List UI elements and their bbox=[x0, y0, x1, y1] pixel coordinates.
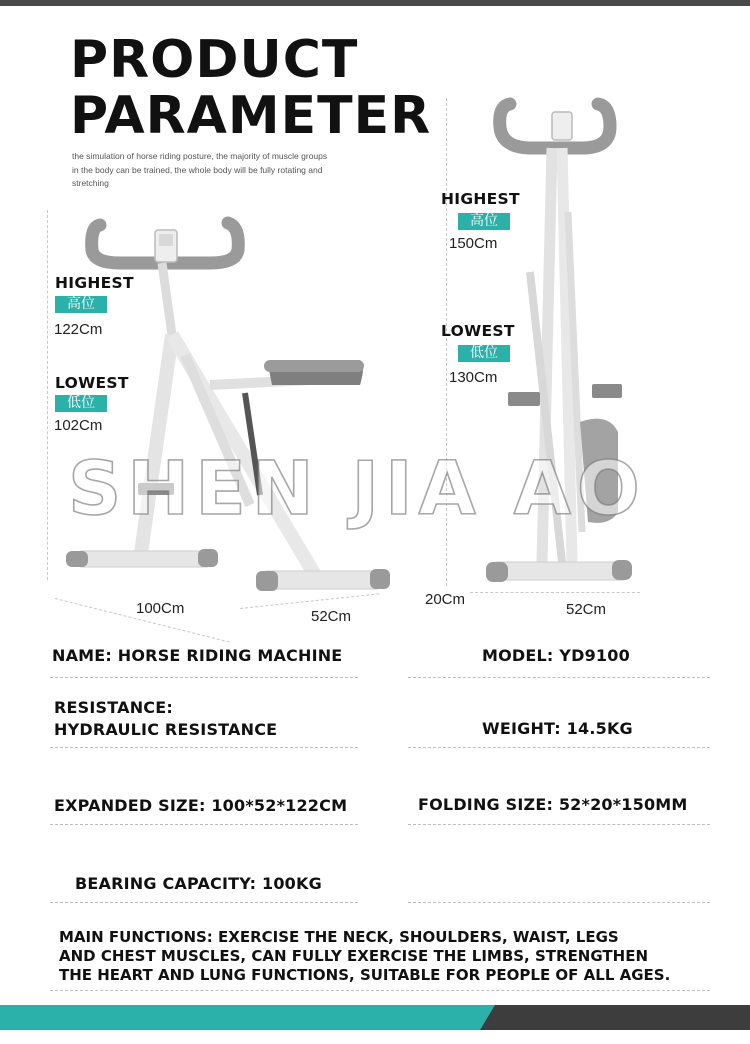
spec-resistance bbox=[54, 697, 277, 741]
spec-expanded-size: EXPANDED SIZE: 100*52*122CM bbox=[54, 796, 348, 815]
spec-model: MODEL: YD9100 bbox=[482, 646, 630, 665]
right-base-guide bbox=[470, 592, 640, 593]
right-width-value: 52Cm bbox=[566, 601, 607, 618]
spec-divider bbox=[50, 824, 358, 825]
spec-weight: WEIGHT: 14.5KG bbox=[482, 719, 633, 738]
main-functions-line2: AND CHEST MUSCLES, CAN FULLY EXERCISE THE LIMBS, STRENGTHEN bbox=[59, 947, 648, 965]
page-title bbox=[70, 32, 431, 144]
right-highest-value: 150Cm bbox=[449, 235, 498, 252]
top-bar bbox=[0, 0, 750, 6]
right-lowest-label: LOWEST bbox=[441, 322, 515, 340]
main-functions-line3: THE HEART AND LUNG FUNCTIONS, SUITABLE FOR PEOPLE OF ALL AGES. bbox=[59, 966, 671, 984]
right-highest-label: HIGHEST bbox=[441, 190, 520, 208]
left-width-value: 52Cm bbox=[311, 608, 352, 625]
expanded-machine-illustration bbox=[60, 205, 400, 615]
main-functions bbox=[59, 928, 719, 985]
right-highest-tag: 高位 bbox=[458, 213, 510, 230]
left-lowest-value: 102Cm bbox=[54, 417, 103, 434]
spec-resistance-line2: HYDRAULIC RESISTANCE bbox=[54, 720, 278, 739]
right-lowest-tag: 低位 bbox=[458, 345, 510, 362]
main-functions-divider bbox=[50, 990, 710, 991]
spec-divider bbox=[408, 824, 710, 825]
left-length-value: 100Cm bbox=[136, 600, 185, 617]
title-line-1: PRODUCT bbox=[70, 30, 359, 90]
spec-divider bbox=[50, 902, 358, 903]
left-highest-label: HIGHEST bbox=[55, 274, 134, 292]
left-lowest-tag: 低位 bbox=[55, 395, 107, 412]
spec-divider bbox=[50, 747, 358, 748]
left-height-guide bbox=[47, 210, 48, 580]
title-line-2: PARAMETER bbox=[70, 86, 432, 146]
spec-resistance-line1: RESISTANCE: bbox=[54, 698, 173, 717]
watermark: SHEN JIA AO bbox=[68, 446, 646, 532]
left-highest-value: 122Cm bbox=[54, 321, 103, 338]
left-highest-tag: 高位 bbox=[55, 296, 107, 313]
spec-divider bbox=[408, 902, 710, 903]
spec-folding-size: FOLDING SIZE: 52*20*150MM bbox=[418, 795, 688, 814]
page-subtitle: the simulation of horse riding posture, the majority of muscle groups in the body can be trained, the whole body will be fully rotating and stretching bbox=[72, 151, 328, 188]
spec-name: NAME: HORSE RIDING MACHINE bbox=[52, 646, 343, 665]
spec-divider bbox=[50, 677, 358, 678]
main-functions-line1: MAIN FUNCTIONS: EXERCISE THE NECK, SHOULDERS, WAIST, LEGS bbox=[59, 928, 619, 946]
right-lowest-value: 130Cm bbox=[449, 369, 498, 386]
spec-divider bbox=[408, 677, 710, 678]
left-lowest-label: LOWEST bbox=[55, 374, 129, 392]
spec-bearing-capacity: BEARING CAPACITY: 100KG bbox=[75, 874, 322, 893]
right-depth-value: 20Cm bbox=[425, 591, 466, 608]
spec-divider bbox=[408, 747, 710, 748]
